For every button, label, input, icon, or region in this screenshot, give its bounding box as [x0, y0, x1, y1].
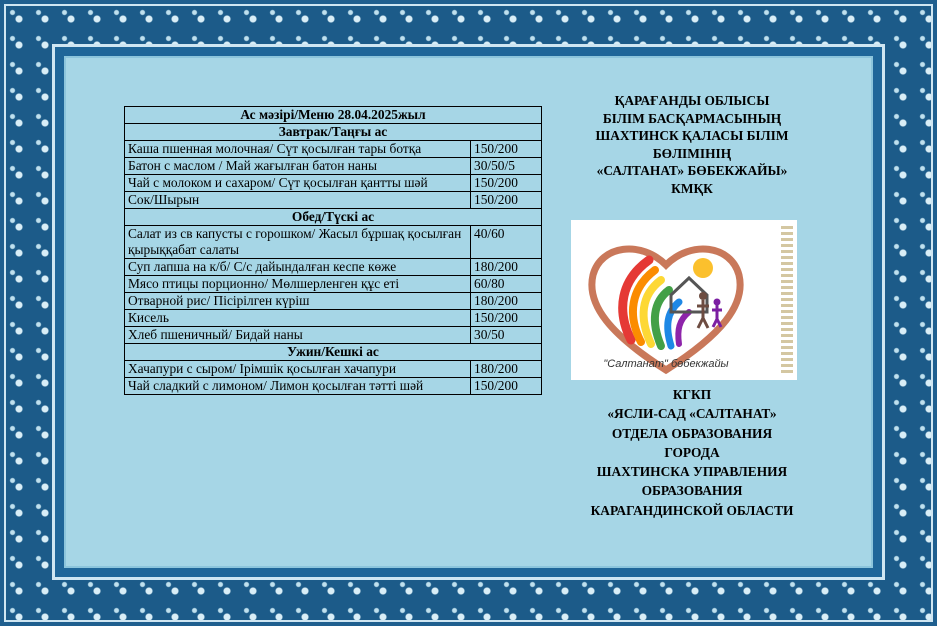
portion-size: 180/200	[471, 293, 542, 310]
menu-table	[124, 106, 542, 395]
menu-row	[125, 192, 542, 209]
menu-row	[125, 293, 542, 310]
portion-size: 150/200	[471, 175, 542, 192]
portion-size: 150/200	[471, 141, 542, 158]
menu-section-header: Обед/Түскі ас	[125, 209, 542, 226]
dish-name: Каша пшенная молочная/ Сүт қосылған тары ботқа	[125, 141, 471, 158]
portion-size: 150/200	[471, 310, 542, 327]
logo-caption: "Салтанат" бөбекжайы	[603, 358, 729, 370]
menu-row	[125, 378, 542, 395]
menu-title: Ас мәзірі/Меню 28.04.2025жыл	[125, 107, 542, 124]
menu-row	[125, 327, 542, 344]
dish-name: Сок/Шырын	[125, 192, 471, 209]
portion-size: 30/50/5	[471, 158, 542, 175]
portion-size: 150/200	[471, 378, 542, 395]
header-ru-line: ШАХТИНСКА УПРАВЛЕНИЯ	[596, 464, 788, 480]
portion-size: 180/200	[471, 361, 542, 378]
header-kz-line: ШАХТИНСК ҚАЛАСЫ БІЛІМ	[595, 128, 789, 143]
menu-row	[125, 175, 542, 192]
kindergarten-logo	[571, 220, 797, 380]
header-ru-line: ОТДЕЛА ОБРАЗОВАНИЯ	[611, 425, 773, 441]
header-kazakh	[560, 92, 824, 197]
side-ornament-icon	[781, 226, 793, 376]
dish-name: Мясо птицы порционно/ Мөлшерленген құс еті	[125, 276, 471, 293]
menu-section-header: Ужин/Кешкі ас	[125, 344, 542, 361]
portion-size: 40/60	[471, 226, 542, 259]
header-ru-line: «ЯСЛИ-САД «САЛТАНАТ»	[607, 406, 777, 422]
header-russian	[560, 385, 824, 520]
header-kz-line: КМҚК	[671, 180, 713, 196]
menu-row	[125, 361, 542, 378]
header-kz-line: ҚАРАҒАНДЫ ОБЛЫСЫ	[614, 93, 770, 108]
header-ru-line: ОБРАЗОВАНИЯ	[641, 483, 743, 499]
logo-heart-icon	[571, 220, 761, 380]
portion-size: 60/80	[471, 276, 542, 293]
portion-size: 180/200	[471, 259, 542, 276]
dish-name: Салат из св капусты с горошком/ Жасыл бұршақ қосылған қырыққабат салаты	[125, 226, 471, 259]
header-ru-line: КАРАГАНДИНСКОЙ ОБЛАСТИ	[590, 502, 794, 518]
header-ru-line: КГКП	[672, 387, 712, 402]
header-kz-line: БӨЛІМІНІҢ	[652, 145, 732, 161]
menu-row	[125, 226, 542, 259]
dish-name: Хачапури с сыром/ Ірімшік қосылған хачапури	[125, 361, 471, 378]
header-kz-line: «САЛТАНАТ» БӨБЕКЖАЙЫ»	[596, 163, 788, 178]
dish-name: Отварной рис/ Пісірілген күріш	[125, 293, 471, 310]
menu-section-header: Завтрак/Таңғы ас	[125, 124, 542, 141]
portion-size: 150/200	[471, 192, 542, 209]
menu-row	[125, 310, 542, 327]
dish-name: Кисель	[125, 310, 471, 327]
menu-row	[125, 158, 542, 175]
menu-row	[125, 276, 542, 293]
dish-name: Суп лапша на к/б/ С/с дайындалған кеспе көже	[125, 259, 471, 276]
dish-name: Хлеб пшеничный/ Бидай наны	[125, 327, 471, 344]
dish-name: Чай с молоком и сахаром/ Сүт қосылған қантты шәй	[125, 175, 471, 192]
menu-row	[125, 141, 542, 158]
header-kz-line: БІЛІМ БАСҚАРМАСЫНЫҢ	[602, 110, 782, 126]
dish-name: Батон с маслом / Май жағылған батон наны	[125, 158, 471, 175]
menu-row	[125, 259, 542, 276]
portion-size: 30/50	[471, 327, 542, 344]
dish-name: Чай сладкий с лимоном/ Лимон қосылған тәтті шәй	[125, 378, 471, 395]
header-ru-line: ГОРОДА	[664, 444, 720, 460]
